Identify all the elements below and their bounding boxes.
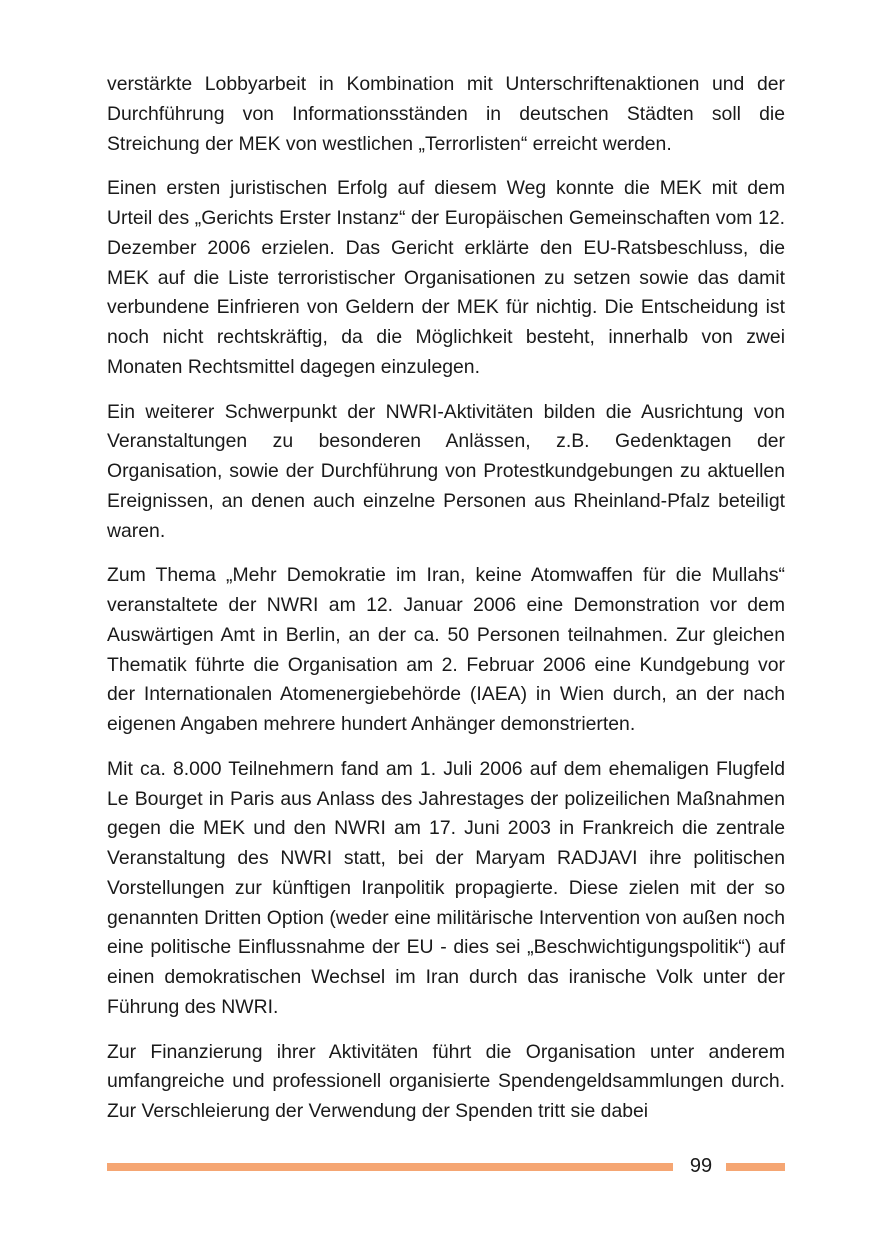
page-footer (107, 1152, 785, 1182)
paragraph-2: Einen ersten juristischen Erfolg auf diesem Weg konnte die MEK mit dem Urteil des „Gerichts Erster Instanz“ der Europäischen Gemeinschaften vom 12. Dezember 2006 erzielen. Das Gericht erklärte den EU-Ratsbeschluss, die MEK auf die Liste terroristischer Organisationen zu setzen sowie das damit verbundene Einfrieren von Geldern der MEK für nichtig. Die Entscheidung ist noch nicht rechtskräftig, da die Möglichkeit besteht, innerhalb von zwei Monaten Rechtsmittel dagegen einzulegen. (107, 177, 785, 378)
page-number: 99 (689, 1155, 713, 1177)
paragraph-3: Ein weiterer Schwerpunkt der NWRI-Aktivitäten bilden die Ausrichtung von Veranstaltungen zu besonderen Anlässen, z.B. Gedenktagen der Organisation, sowie der Durchführung von Protestkundgebungen zu aktuellen Ereignissen, an denen auch einzelne Personen aus Rheinland-Pfalz beteiligt waren. (107, 400, 785, 542)
footer-accent-bar-right (726, 1163, 785, 1171)
footer-accent-bar-left (107, 1163, 673, 1171)
paragraph-4: Zum Thema „Mehr Demokratie im Iran, keine Atomwaffen für die Mullahs“ veranstaltete der NWRI am 12. Januar 2006 eine Demonstration vor dem Auswärtigen Amt in Berlin, an der ca. 50 Personen teilnahmen. Zur gleichen Thematik führte die Organisation am 2. Februar 2006 eine Kundgebung vor der Internationalen Atomenergiebehörde (IAEA) in Wien durch, an der nach eigenen Angaben mehrere hundert Anhänger demonstrierten. (107, 564, 785, 735)
page-body (107, 70, 785, 1142)
paragraph-5: Mit ca. 8.000 Teilnehmern fand am 1. Juli 2006 auf dem ehemaligen Flugfeld Le Bourget in Paris aus Anlass des Jahrestages der polizeilichen Maßnahmen gegen die MEK und den NWRI am 17. Juni 2003 in Frankreich die zentrale Veranstaltung des NWRI statt, bei der Maryam RADJAVI ihre politischen Vorstellungen zur künftigen Iranpolitik propagierte. Diese zielen mit der so genannten Dritten Option (weder eine militärische Intervention von außen noch eine politische Einflussnahme der EU - dies sei „Beschwichtigungspolitik“) auf einen demokratischen Wechsel im Iran durch das iranische Volk unter der Führung des NWRI. (107, 757, 785, 1018)
paragraph-1: verstärkte Lobbyarbeit in Kombination mit Unterschriftenaktionen und der Durchführung von Informationsständen in deutschen Städten soll die Streichung der MEK von westlichen „Terrorlisten“ erreicht werden. (107, 73, 785, 155)
paragraph-6: Zur Finanzierung ihrer Aktivitäten führt die Organisation unter anderem umfangreiche und professionell organisierte Spendengeldsammlungen durch. Zur Verschleierung der Verwendung der Spenden tritt sie dabei (107, 1040, 785, 1122)
